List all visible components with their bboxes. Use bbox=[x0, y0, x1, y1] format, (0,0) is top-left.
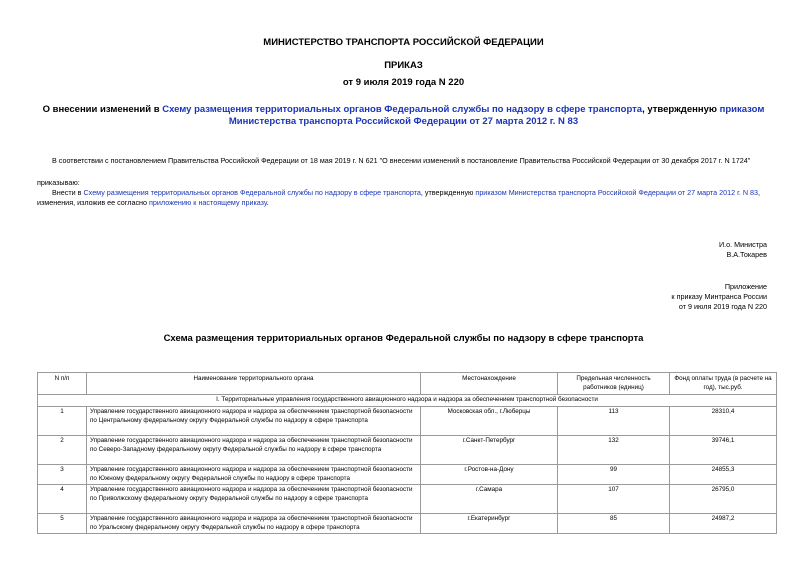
p1-middle: , утвержденную bbox=[420, 188, 476, 197]
doc-date-heading: от 9 июля 2019 года N 220 bbox=[342, 77, 465, 88]
cell-limit: 99 bbox=[558, 465, 670, 485]
p1-suffix: , bbox=[758, 188, 761, 197]
cell-fund: 24855,3 bbox=[670, 465, 777, 485]
cell-num: 1 bbox=[38, 407, 87, 436]
cell-num: 4 bbox=[38, 485, 87, 514]
cell-name: Управление государственного авиационного надзора и надзора за обеспечением транспортной безопасности по Северо-Западному федеральному округу Федеральной службы по надзору в сфере транспорта bbox=[87, 436, 421, 465]
ministry-heading: МИНИСТЕРСТВО ТРАНСПОРТА РОССИЙСКОЙ ФЕДЕРАЦИИ bbox=[263, 37, 544, 48]
section-row bbox=[38, 395, 777, 407]
appendix-link[interactable]: приложению к настоящему приказу bbox=[149, 198, 267, 207]
cell-fund: 39746,1 bbox=[670, 436, 777, 465]
p2-suffix: . bbox=[266, 198, 269, 207]
scheme-link[interactable]: Схему размещения территориальных органов Федеральной службы по надзору в сфере транспорта bbox=[162, 104, 643, 115]
section-title: I. Территориальные управления государственного авиационного надзора и надзора за обеспечением транспортной безопасности bbox=[38, 395, 777, 407]
signature-position: И.о. Министра bbox=[718, 240, 767, 249]
signature-name: В.А.Токарев bbox=[726, 250, 767, 259]
header-location: Местонахождение bbox=[421, 373, 558, 395]
header-limit: Предельная численность работников (единиц) bbox=[558, 373, 670, 395]
table-row bbox=[38, 407, 777, 436]
cell-location: г.Екатеринбург bbox=[421, 514, 558, 534]
cell-name: Управление государственного авиационного надзора и надзора за обеспечением транспортной безопасности по Центральному федеральному округу Федеральной службы по надзору в сфере транспорта bbox=[87, 407, 421, 436]
order-word: приказываю: bbox=[37, 178, 80, 187]
cell-limit: 113 bbox=[558, 407, 670, 436]
order-paragraph bbox=[37, 188, 777, 208]
cell-name: Управление государственного авиационного надзора и надзора за обеспечением транспортной безопасности по Уральскому федеральному округу Федеральной службы по надзору в сфере транспорта bbox=[87, 514, 421, 534]
table-row bbox=[38, 485, 777, 514]
header-name: Наименование территориального органа bbox=[87, 373, 421, 395]
cell-limit: 85 bbox=[558, 514, 670, 534]
title-middle: , утвержденную bbox=[642, 104, 720, 115]
appendix-line1: Приложение bbox=[724, 282, 767, 291]
scheme-table bbox=[37, 372, 777, 534]
p1-order-link[interactable]: приказом Министерства транспорта Российской Федерации от 27 марта 2012 г. N 83 bbox=[475, 188, 759, 197]
table-row bbox=[38, 465, 777, 485]
p1-scheme-link[interactable]: Схему размещения территориальных органов Федеральной службы по надзору в сфере транспорта bbox=[83, 188, 421, 197]
appendix-block bbox=[671, 282, 767, 312]
cell-limit: 132 bbox=[558, 436, 670, 465]
cell-name: Управление государственного авиационного надзора и надзора за обеспечением транспортной безопасности по Южному федеральному округу Федеральной службы по надзору в сфере транспорта bbox=[87, 465, 421, 485]
table-row bbox=[38, 436, 777, 465]
basis-paragraph: В соответствии с постановлением Правительства Российской Федерации от 18 мая 2019 г. N 621 "О внесении изменений в постановление Правительства Российской Федерации от 30 декабря 2017 г. N 1724" bbox=[52, 156, 751, 165]
cell-fund: 24987,2 bbox=[670, 514, 777, 534]
order-title bbox=[0, 104, 807, 128]
cell-fund: 26795,0 bbox=[670, 485, 777, 514]
cell-location: Московская обл., г.Люберцы bbox=[421, 407, 558, 436]
title-prefix: О внесении изменений в bbox=[42, 104, 163, 115]
cell-limit: 107 bbox=[558, 485, 670, 514]
table-header-row bbox=[38, 373, 777, 395]
cell-num: 2 bbox=[38, 436, 87, 465]
appendix-line3: от 9 июля 2019 года N 220 bbox=[678, 302, 767, 311]
order-link-part2[interactable]: Министерства транспорта Российской Федерации от 27 марта 2012 г. N 83 bbox=[228, 116, 579, 127]
cell-num: 5 bbox=[38, 514, 87, 534]
doc-type-heading: ПРИКАЗ bbox=[384, 60, 423, 71]
cell-location: г.Самара bbox=[421, 485, 558, 514]
cell-location: г.Ростов-на-Дону bbox=[421, 465, 558, 485]
cell-name: Управление государственного авиационного надзора и надзора за обеспечением транспортной безопасности по Приволжскому федеральному округу Федеральной службы по надзору в сфере транспорта bbox=[87, 485, 421, 514]
scheme-title: Схема размещения территориальных органов Федеральной службы по надзору в сфере транспорта bbox=[163, 333, 644, 344]
p1-prefix: Внести в bbox=[52, 188, 84, 197]
header-fund: Фонд оплаты труда (в расчете на год), тыс.руб. bbox=[670, 373, 777, 395]
table-row bbox=[38, 514, 777, 534]
signature-block bbox=[719, 240, 767, 260]
order-link-part1[interactable]: приказом bbox=[719, 104, 765, 115]
cell-fund: 28310,4 bbox=[670, 407, 777, 436]
cell-location: г.Санкт-Петербург bbox=[421, 436, 558, 465]
p2-prefix: изменения, изложив ее согласно bbox=[37, 198, 150, 207]
cell-num: 3 bbox=[38, 465, 87, 485]
appendix-line2: к приказу Минтранса России bbox=[671, 292, 767, 301]
header-num: N п/п bbox=[38, 373, 87, 395]
